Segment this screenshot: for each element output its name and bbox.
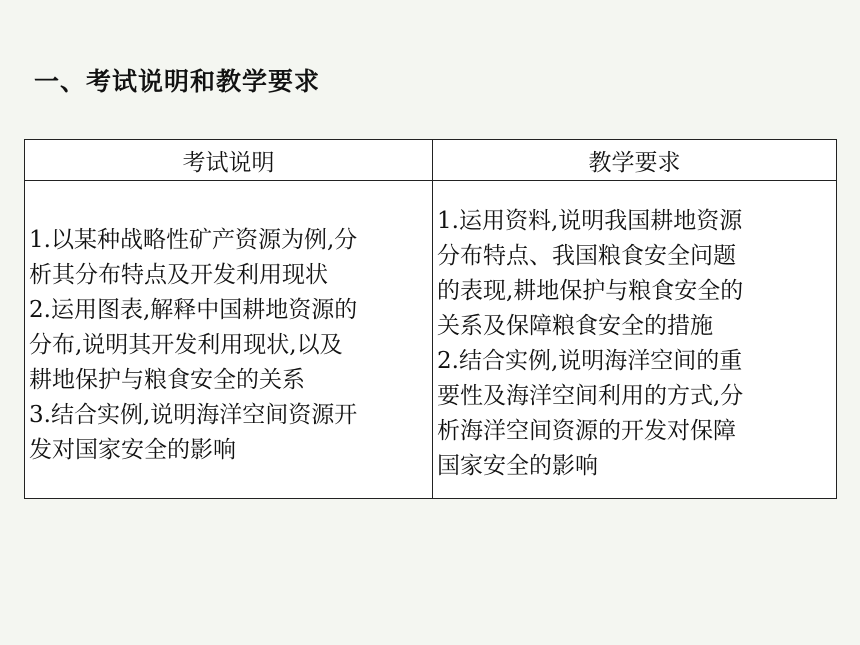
text-line: 分布,说明其开发利用现状,以及: [29, 332, 343, 358]
text-line: 2.结合实例,说明海洋空间的重: [437, 348, 743, 374]
text-line: 要性及海洋空间利用的方式,分: [437, 383, 744, 409]
text-line: 发对国家安全的影响: [29, 437, 236, 463]
text-line: 1.以某种战略性矿产资源为例,分: [29, 227, 358, 253]
text-line: 的表现,耕地保护与粮食安全的: [437, 278, 744, 304]
text-line: 关系及保障粮食安全的措施: [437, 313, 713, 339]
text-line: 2.运用图表,解释中国耕地资源的: [29, 297, 358, 323]
header-teaching-requirements: 教学要求: [433, 140, 837, 181]
text-line: 3.结合实例,说明海洋空间资源开: [29, 402, 358, 428]
text-line: 国家安全的影响: [437, 453, 598, 479]
section-heading: 一、考试说明和教学要求: [34, 67, 321, 96]
requirements-table: [24, 139, 837, 499]
table-header-row: [25, 140, 837, 181]
exam-description-cell: [25, 181, 433, 499]
teaching-requirements-cell: [433, 181, 837, 499]
text-line: 分布特点、我国粮食安全问题: [437, 243, 736, 269]
header-exam-description: 考试说明: [25, 140, 433, 181]
text-line: 析海洋空间资源的开发对保障: [437, 418, 736, 444]
text-line: 1.运用资料,说明我国耕地资源: [437, 208, 743, 234]
text-line: 耕地保护与粮食安全的关系: [29, 367, 305, 393]
table-row: [25, 181, 837, 499]
text-line: 析其分布特点及开发利用现状: [29, 262, 328, 288]
